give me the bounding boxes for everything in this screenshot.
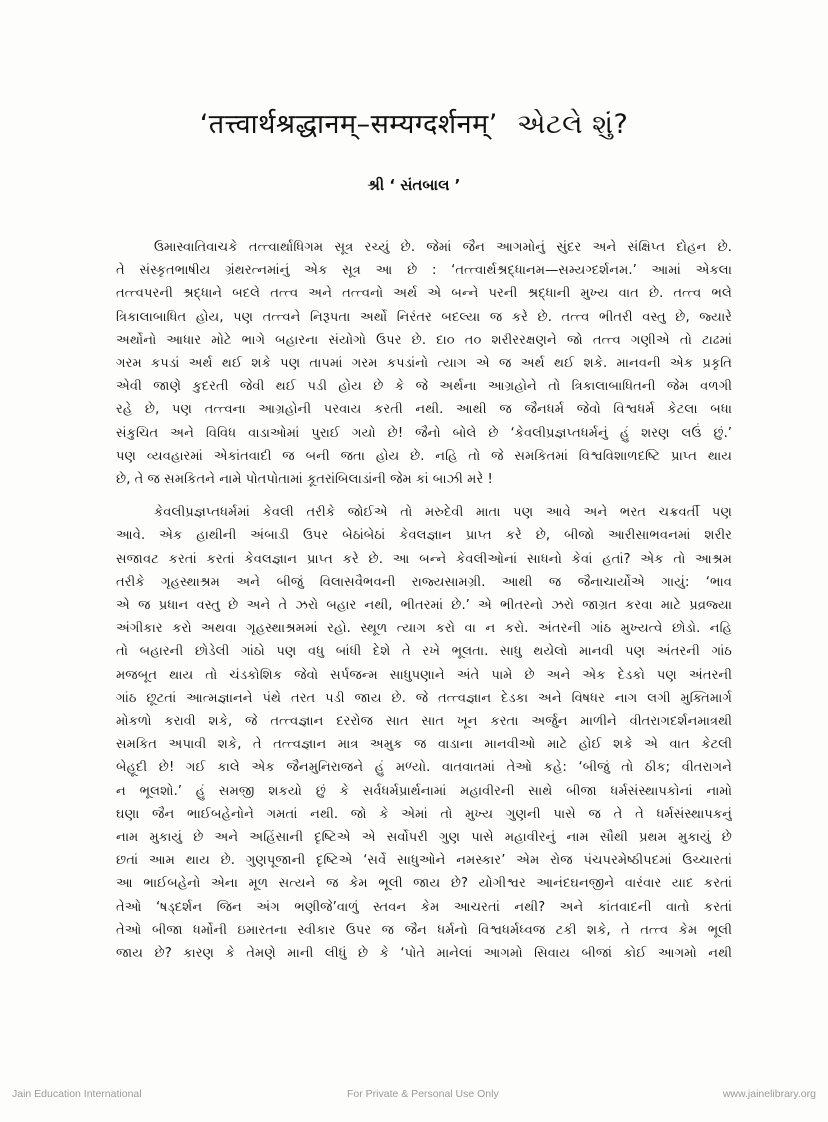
text-line: છતાં આમ થાય છે. ગુણપૂજાની દૃષ્ટિએ ‘સર્વે સાધુઓને નમસ્કાર’ એમ રોજ પંચપરમેષ્ઠીપદમાં ઉચ્ચારતાં (116, 853, 732, 869)
text-line: મોકળો કરાવી શકે, જે તત્ત્વજ્ઞાન દરરોજ સાત સાત ખૂન કરતા અર્જુન માળીને વીતરાગદર્શનમાત્રથી (116, 714, 732, 730)
text-line: સંકુચિત અને વિવિધ વાડાઓમાં પુરાઈ ગયો છે! જૈનો બોલે છે ‘કેવલીપ્રજ્ઞપ્તધર્મનું હું શરણ લઉં છું.’ (116, 425, 732, 441)
text-line: એ જ પ્રધાન વસ્તુ છે અને તે ઝરો બહાર નથી, ભીતરમાં છે.’ એ ભીતરનો ઝરો જાગ્રત કરવા માટે પ્રવ્રજ્યા (116, 598, 732, 614)
text-line: નામ મુકાયું છે અને અહિંસાની દૃષ્ટિએ એ સર્વોપરી ગુણ પાસે મહાવીરનું નામ સૌથી પ્રથમ મુકાયું છે (116, 830, 732, 846)
text-line: અંગીકાર કરો અથવા ગૃહસ્થાશ્રમમાં રહો. સ્થૂળ ત્યાગ કરો વા ન કરો. અંતરની ગાંઠ મુખ્યત્વે છોડો. નહિ (116, 621, 732, 637)
text-line: સજાવટ કરતાં કરતાં કેવલજ્ઞાન પ્રાપ્ત કરે છે. આ બન્ને કેવલીઓનાં સાધનો કેવાં હતાં? એક તો આશ્રમ (116, 551, 732, 567)
text-line: તેઓ બીજા ધર્મોની ઇમારતના સ્વીકાર ઉપર જ જૈન ધર્મનો વિશ્વધર્મધ્વજ ટકી શકે, તે તત્ત્વ કેમ ભૂલી (116, 922, 732, 938)
text-line: તરીકે ગૃહસ્થાશ્રમ અને બીજું વિલાસવૈભવની રાજ્યસામગ્રી. આથી જ જૈનાચાર્યોએ ગાયું: ‘ભાવ (116, 574, 732, 590)
title-sanskrit: ‘तत्त्वार्थश्रद्धानम्–सम्यग्दर्शनम्’ (199, 109, 498, 140)
text-line: છે, તે જ સમકિતને નામે પોતપોતામાં કૂતરાંબિલાડાંની જેમ કાં બાઝી મરે ! (116, 472, 493, 488)
text-line: પણ વ્યવહારમાં એકાંતવાદી જ બની જતા હોય છે. નહિ તો જે સમકિતમાં વિશ્વવિશાળદષ્ટિ પ્રાપ્ત થાય (116, 448, 732, 464)
paragraph-1 (116, 236, 732, 491)
footer-publisher: Jain Education International (12, 1088, 142, 1100)
text-line: અર્થોનો આધાર મોટે ભાગે બહારના સંયોગો ઉપર છે. દા૦ ત૦ શરીરરક્ષણને જો તત્ત્વ ગણીએ તો ટાઢમાં (116, 332, 732, 348)
text-line: ઘણા જૈન ભાઈબહેનોને ગમતાં નથી. જો કે એમાં તો મુખ્ય ગુણની પાસે જ તે તે ધર્મસંસ્થાપકનું (116, 806, 732, 822)
text-line: આ ભાઈબહેનો એના મૂળ સત્યને જ કેમ ભૂલી જાય છે? યોગીશ્વર આનંદઘનજીને વારંવાર યાદ કરતાં (116, 876, 732, 892)
text-line: તો બહારની છોડેલી ગાંઠો પણ વધુ બાંધી દેશે તે રખે ભૂલતા. સાધુ થયેલો માનવી પણ અંતરની ગાંઠ (116, 644, 732, 660)
text-line: ઉમાસ્વાતિવાચકે તત્ત્વાર્થાધિગમ સૂત્ર રચ્યું છે. જેમાં જૈન આગમોનું સુંદર અને સંક્ષિપ્ત દોહન છે. (154, 240, 732, 255)
article-title (0, 104, 828, 141)
footer-usage-notice: For Private & Personal Use Only (347, 1088, 499, 1100)
text-line: ગરમ કપડાં અર્થ થઈ શકે પણ તાપમાં ગરમ કપડાંનો ત્યાગ એ જ અર્થ થઈ શકે. માનવની એક પ્રકૃતિ (116, 356, 732, 372)
text-line: ત્રિકાલાબાધિત હોય, પણ તત્ત્વને નિરૂપતા અર્થો નિરંતર બદલ્યા જ કરે છે. તત્ત્વ ભીતરી વસ્તુ છે, જ્યારે (116, 309, 732, 325)
text-line: ગાંઠ છૂટતાં આત્મજ્ઞાનને પંથે તરત પડી જાય છે. જે તત્ત્વજ્ઞાન દેડકા અને વિષધર નાગ લગી મુક્તિમાર્ગ (116, 690, 732, 706)
text-line: તેઓ ‘ષડ્દર્શન જિન અંગ ભણીજે’વાળું સ્તવન કેમ આચરતાં નથી? અને કાંતવાદની વાતો કરતાં (116, 899, 732, 915)
article-body (116, 236, 732, 965)
text-line: બેહૂદી છે! ગઈ કાલે એક જૈનમુનિરાજને હું મળ્યો. વાતવાતમાં તેઓ કહે: ‘બીજું તો ઠીક; વીતરાગને (116, 760, 732, 776)
text-line: જાય છે? કારણ કે તેમણે માની લીધું છે કે ‘પોતે માનેલાં આગમો સિવાય બીજાં કોઈ આગમો નથી (116, 946, 732, 962)
title-gujarati: એટલે શું? (516, 109, 629, 140)
text-line: તે સંસ્કૃતભાષીય ગ્રંથરત્નમાંનું એક સૂત્ર આ છે : ‘તત્ત્વાર્થશ્રદ્ધાનમ—સમ્યગ્દર્શનમ.’ આમાં એકલા (116, 263, 732, 279)
text-line: મજબૂત થાય તો ચંડકોશિક જેવો સર્પજન્મ સાધુપણાને અંતે પામે છે અને એક દેડકો પણ અંતરની (116, 667, 732, 683)
page-footer (0, 1088, 828, 1108)
paragraph-2 (116, 501, 732, 965)
text-line: રહે છે, પણ તત્ત્વના આગ્રહોની પરવાય કરતી નથી. આથી જ જૈનધર્મ જેવો વિશ્વધર્મ કેટલા બધા (116, 402, 732, 418)
text-line: ન ભૂલશો.’ હું સમજી શકયો છું કે સર્વધર્મપ્રાર્થનામાં મહાવીરની સાથે બીજા ધર્મસંસ્થાપકોનાં નામો (116, 783, 732, 799)
text-line: આવે. એક હાથીની અંબાડી ઉપર બેઠાંબેઠાં કેવલજ્ઞાન પ્રાપ્ત કરે છે, બીજો આરીસાભવનમાં શરીર (116, 528, 732, 544)
article-author: શ્રી ‘ સંતબાલ ’ (367, 176, 461, 194)
text-line: એવી જાણે કુદરતી જેવી થઈ પડી હોય છે કે જે અર્થના આગ્રહોને તો ત્રિકાલાબાધિતની જેમ વળગી (116, 379, 732, 395)
text-line: કેવલીપ્રજ્ઞપ્તધર્મમાં કેવલી તરીકે જોઈએ તો મરુદેવી માતા પણ આવે અને ભરત ચક્રવર્તી પણ (154, 505, 732, 521)
footer-website-link[interactable]: www.jainelibrary.org (722, 1088, 816, 1100)
text-line: તત્ત્વપરની શ્રદ્ધાને બદલે તત્ત્વ અને તત્ત્વનો અર્થ એ બન્ને પરની શ્રદ્ધાની મુખ્ય વાત છે. તત્ત્વ ભલે (116, 286, 732, 302)
text-line: સમકિત અપાવી શકે, તે તત્ત્વજ્ઞાન માત્ર અમુક જ વાડાના માનવીઓ માટે હોઈ શકે એ વાત કેટલી (116, 737, 732, 753)
